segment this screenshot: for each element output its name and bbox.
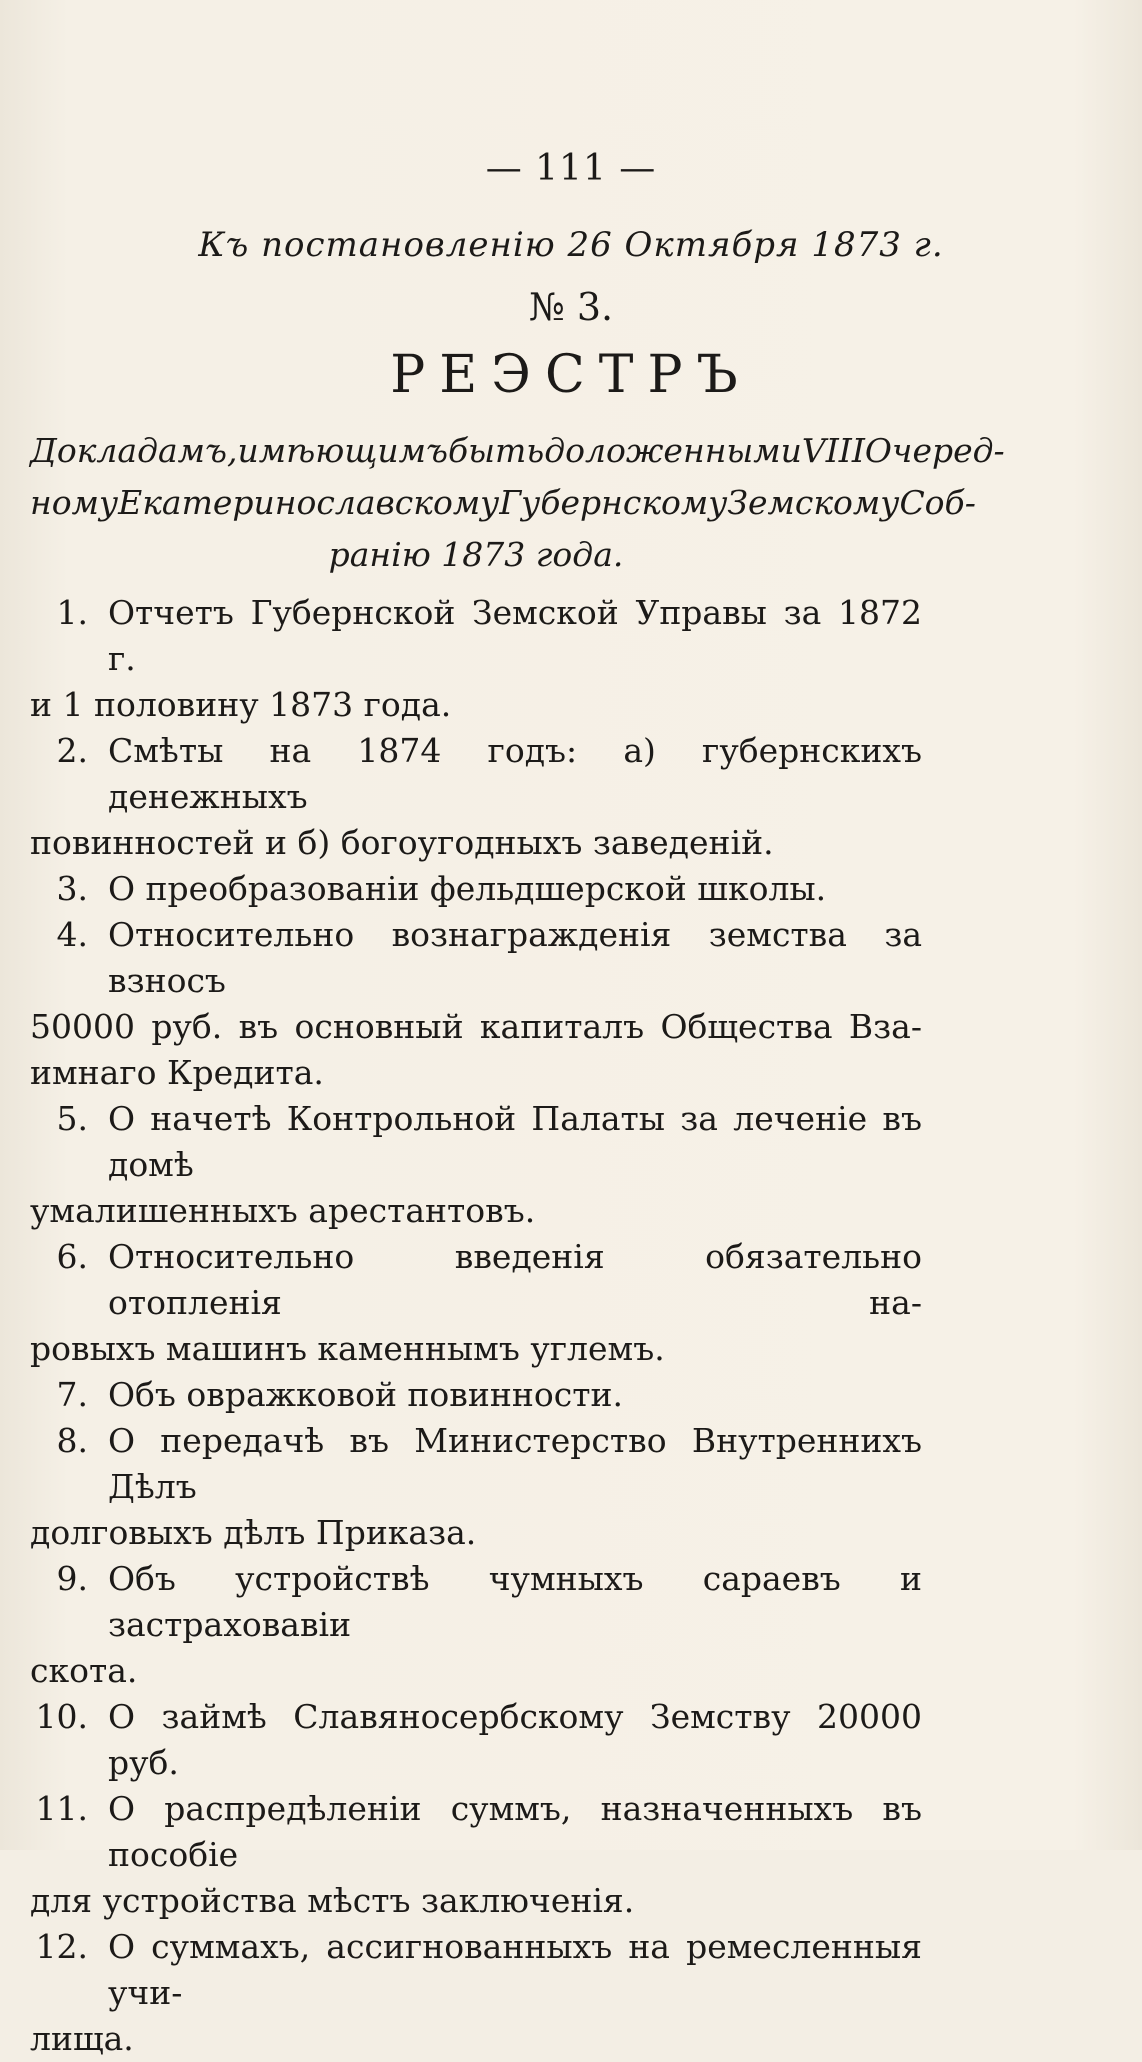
- item-number: 10.: [35, 1697, 88, 1736]
- register-title: РЕЭСТРЪ: [390, 345, 752, 405]
- item-text-line: Смѣты на 1874 годъ: а) губернскихъ денежныхъ: [108, 731, 922, 816]
- item-text-continuation: умалишенныхъ арестантовъ.: [30, 1191, 536, 1230]
- item-text-line: О начетѣ Контрольной Палаты за леченіе въ домѣ: [108, 1099, 922, 1184]
- item-text: [30, 728, 922, 866]
- item-text-line: О передачѣ въ Министерство Внутреннихъ Дѣлъ: [108, 1421, 922, 1506]
- register-item: [30, 1096, 922, 1234]
- item-number: 5.: [56, 1099, 88, 1138]
- item-text: [30, 1418, 922, 1556]
- item-text-line: Относительно введенія обязательно отопленія на-: [108, 1237, 922, 1322]
- item-number: 4.: [56, 915, 88, 954]
- item-text-line: Объ устройствѣ чумныхъ сараевъ и застраховавіи: [108, 1559, 922, 1644]
- item-text-line: О суммахъ, ассигнованныхъ на ремесленныя учи-: [108, 1927, 922, 2012]
- item-text-line: Относительно вознагражденія земства за взносъ: [108, 915, 922, 1000]
- register-subtitle: [30, 425, 1005, 581]
- register-item: [30, 866, 922, 912]
- register-item: [30, 1924, 922, 2062]
- register-item: [30, 1786, 922, 1924]
- item-text: [98, 866, 922, 912]
- item-text: [30, 1096, 922, 1234]
- subtitle-line-3: ранію 1873 года.: [328, 535, 624, 574]
- register-item: [30, 1234, 922, 1372]
- item-text-continuation: ровыхъ машинъ каменнымъ углемъ.: [30, 1329, 665, 1368]
- item-number: 2.: [56, 731, 88, 770]
- resolution-reference: Къ постановленію 26 Октября 1873 г.: [198, 225, 944, 265]
- register-item: [30, 912, 922, 1096]
- item-number: 1.: [56, 593, 88, 632]
- item-text-line: О распредѣленіи суммъ, назначенныхъ въ пособіе: [108, 1789, 922, 1874]
- item-text-line: Отчетъ Губернской Земской Управы за 1872 г.: [108, 593, 922, 678]
- register-item: [30, 590, 922, 728]
- item-text-continuation: скота.: [30, 1651, 138, 1690]
- item-text: [98, 1372, 922, 1418]
- item-text: [30, 590, 922, 728]
- item-number: 8.: [56, 1421, 88, 1460]
- item-text-continuation: для устройства мѣстъ заключенія.: [30, 1881, 635, 1920]
- item-text: [30, 912, 922, 1096]
- item-text-line: О займѣ Славяносербскому Земству 20000 руб.: [108, 1697, 922, 1782]
- register-item: [30, 1694, 922, 1786]
- register-item: [30, 728, 922, 866]
- register-number: № 3.: [528, 285, 614, 329]
- item-number: 3.: [56, 869, 88, 908]
- item-number: 9.: [56, 1559, 88, 1598]
- item-text: [30, 1234, 922, 1372]
- item-text-continuation: имнаго Кредита.: [30, 1053, 324, 1092]
- item-text-continuation: долговыхъ дѣлъ Приказа.: [30, 1513, 477, 1552]
- item-text: [30, 1556, 922, 1694]
- page-number: — 111 —: [485, 148, 657, 189]
- item-text: [98, 1694, 922, 1786]
- item-text-continuation: повинностей и б) богоугодныхъ заведеній.: [30, 823, 774, 862]
- item-text-continuation: лища.: [30, 2019, 134, 2058]
- item-text-line: Объ овражковой повинности.: [108, 1375, 623, 1414]
- item-number: 7.: [56, 1375, 88, 1414]
- subtitle-line-2: ному Екатеринославскому Губернскому Земскому Соб-: [30, 483, 976, 522]
- item-text-line: О преобразованіи фельдшерской школы.: [108, 869, 827, 908]
- item-number: 6.: [56, 1237, 88, 1276]
- subtitle-line-1: Докладамъ, имѣющимъ быть доложенными VIII Очеред-: [30, 431, 1005, 470]
- register-item: [30, 1556, 922, 1694]
- item-number: 11.: [35, 1789, 88, 1828]
- register-items: [30, 590, 922, 2062]
- item-text-continuation: и 1 половину 1873 года.: [30, 685, 452, 724]
- register-item: [30, 1418, 922, 1556]
- register-item: [30, 1372, 922, 1418]
- item-text-continuation: 50000 руб. въ основный капиталъ Общества Вза-: [30, 1007, 922, 1046]
- item-number: 12.: [35, 1927, 88, 1966]
